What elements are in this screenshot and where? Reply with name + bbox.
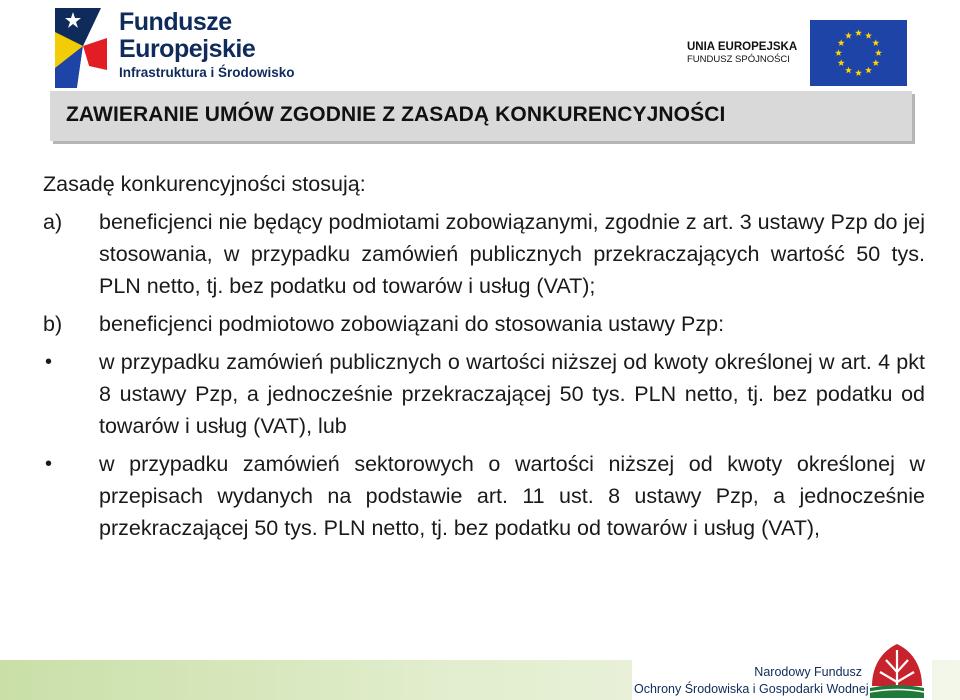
eu-star-icon: [872, 39, 879, 46]
eu-star-icon: [838, 39, 845, 46]
title-bar: [50, 91, 912, 141]
fundusze-europejskie-logo: [55, 8, 325, 88]
nfos-tree-icon: [866, 642, 928, 700]
intro-text: Zasadę konkurencyjności stosują:: [43, 172, 366, 196]
list-item-text: beneficjenci nie będący podmiotami zobowiązanymi, zgodnie z art. 3 ustawy Pzp do jej stosowania, w przypadku zamówień publicznych przekraczających wartość 50 tys. PLN netto, tj. bez podatku od towarów i usług (VAT);: [99, 210, 925, 298]
eu-star-icon: [855, 69, 862, 76]
eu-star-icon: [835, 49, 842, 56]
fe-logo-line1: Fundusze: [119, 8, 232, 36]
fe-logo-line3: Infrastruktura i Środowisko: [119, 65, 295, 80]
eu-star-icon: [845, 67, 852, 74]
fe-flag-icon: [55, 8, 107, 88]
list-marker: a): [43, 210, 63, 234]
eu-star-icon: [875, 49, 882, 56]
eu-flag-icon: [810, 20, 907, 86]
eu-star-icon: [838, 59, 845, 66]
eu-star-icon: [855, 29, 862, 36]
nfos-logo: [632, 620, 932, 700]
list-item-b: [43, 308, 925, 340]
page-title: ZAWIERANIE UMÓW ZGODNIE Z ZASADĄ KONKURENCYJNOŚCI: [66, 103, 726, 126]
eu-logo-text: [687, 40, 797, 66]
bullet-item-1: [43, 346, 925, 442]
bullet-marker: •: [45, 351, 53, 373]
list-marker: b): [43, 312, 63, 336]
eu-logo-line2: FUNDUSZ SPÓJNOŚCI: [687, 54, 790, 66]
nfos-line2: Ochrony Środowiska i Gospodarki Wodnej: [634, 682, 869, 696]
eu-star-icon: [872, 59, 879, 66]
eu-logo-line1: UNIA EUROPEJSKA: [687, 41, 798, 53]
nfos-logo-text: [634, 664, 869, 698]
list-item-text: w przypadku zamówień publicznych o wartości niższej od kwoty określonej w art. 4 pkt 8 ustawy Pzp, a jednocześnie przekraczającej 50 tys. PLN netto, tj. bez podatku od towarów i usług (VAT), lub: [99, 350, 925, 438]
fe-logo-line2: Europejskie: [119, 35, 256, 63]
bullet-item-2: [43, 448, 925, 544]
bullet-marker: •: [45, 453, 53, 475]
list-item-a: [43, 206, 925, 302]
eu-star-icon: [865, 32, 872, 39]
nfos-line1: Narodowy Fundusz: [754, 665, 862, 679]
eu-star-icon: [865, 67, 872, 74]
list-item-text: w przypadku zamówień sektorowych o wartości niższej od kwoty określonej w przepisach wydanych na podstawie art. 11 ust. 8 ustawy Pzp, a jednocześnie przekraczającej 50 tys. PLN netto, tj. bez podatku od towarów i usług (VAT),: [99, 452, 925, 540]
eu-star-icon: [845, 32, 852, 39]
eu-logo: [683, 20, 908, 88]
list-item-text: beneficjenci podmiotowo zobowiązani do stosowania ustawy Pzp:: [99, 312, 725, 336]
fe-logo-text: [119, 10, 295, 80]
main-content: [43, 168, 925, 550]
